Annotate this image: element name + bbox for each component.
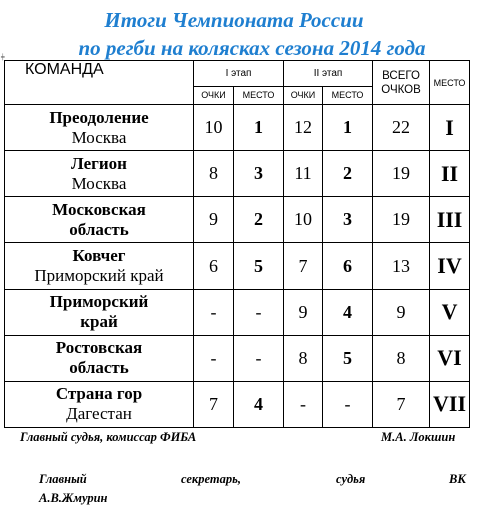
team-name: Страна гор xyxy=(55,384,143,404)
stage2-points: 9 xyxy=(284,289,323,335)
team-cell xyxy=(5,335,194,381)
team-name: Ростовская xyxy=(55,338,143,358)
stage2-place: 3 xyxy=(323,197,373,243)
stage2-place: 6 xyxy=(323,243,373,289)
table-row xyxy=(5,381,470,427)
header-s1-points: ОЧКИ xyxy=(194,86,234,104)
team-city: Дагестан xyxy=(66,404,132,424)
total-points: 13 xyxy=(373,243,430,289)
chief-judge-name: М.А. Локшин xyxy=(381,430,456,444)
header-s2-place: МЕСТО xyxy=(323,86,373,104)
team-cell xyxy=(5,197,194,243)
stage2-place: 2 xyxy=(323,151,373,197)
stage1-place: 2 xyxy=(234,197,284,243)
stage2-points: 11 xyxy=(284,151,323,197)
stage1-points: - xyxy=(194,335,234,381)
team-name: Преодоление xyxy=(49,107,149,127)
header-stage-2: II этап xyxy=(284,61,373,87)
team-city: область xyxy=(69,219,129,239)
stage1-points: 9 xyxy=(194,197,234,243)
team-name: Легион xyxy=(71,153,127,173)
chief-judge-label: Главный судья, комиссар ФИБА xyxy=(20,430,197,444)
secretary-word-2: секретарь, xyxy=(181,472,241,486)
team-cell xyxy=(5,289,194,335)
header-team: КОМАНДА xyxy=(5,61,194,105)
table-row xyxy=(5,151,470,197)
stage1-place: 3 xyxy=(234,151,284,197)
stage1-points: - xyxy=(194,289,234,335)
team-name: Московская xyxy=(52,199,146,219)
total-points: 8 xyxy=(373,335,430,381)
team-city: Москва xyxy=(71,127,127,147)
stage2-points: 10 xyxy=(284,197,323,243)
header-row xyxy=(5,61,470,87)
table-row xyxy=(5,105,470,151)
team-cell xyxy=(5,243,194,289)
final-place: III xyxy=(430,197,470,243)
final-place: II xyxy=(430,151,470,197)
header-total-line2: ОЧКОВ xyxy=(381,83,421,96)
team-cell xyxy=(5,151,194,197)
table-anchor-mark: ╪ xyxy=(1,54,5,61)
team-name: Приморский xyxy=(49,292,149,312)
stage1-place: - xyxy=(234,289,284,335)
title-line-2: по регби на колясках сезона 2014 года xyxy=(78,36,426,60)
stage2-place: 1 xyxy=(323,105,373,151)
team-city: край xyxy=(80,312,118,332)
total-points: 19 xyxy=(373,151,430,197)
team-name: Ковчег xyxy=(72,246,126,265)
stage2-place: 4 xyxy=(323,289,373,335)
stage1-place: - xyxy=(234,335,284,381)
stage2-points: 7 xyxy=(284,243,323,289)
total-points: 9 xyxy=(373,289,430,335)
total-points: 19 xyxy=(373,197,430,243)
team-city: Москва xyxy=(71,173,127,193)
header-s2-points: ОЧКИ xyxy=(284,86,323,104)
team-cell xyxy=(5,105,194,151)
secretary-word-4: ВК xyxy=(449,472,466,486)
stage1-points: 7 xyxy=(194,381,234,427)
title-line-1: Итоги Чемпионата России xyxy=(104,8,364,32)
team-cell xyxy=(5,381,194,427)
final-place: I xyxy=(430,105,470,151)
secretary-name: А.В.Жмурин xyxy=(39,491,108,505)
table-row xyxy=(5,243,470,289)
stage2-place: - xyxy=(323,381,373,427)
header-total-line1: ВСЕГО xyxy=(382,69,420,82)
stage1-points: 8 xyxy=(194,151,234,197)
team-city: Приморский край xyxy=(34,266,164,285)
stage1-place: 5 xyxy=(234,243,284,289)
results-table xyxy=(4,60,470,428)
final-place: V xyxy=(430,289,470,335)
stage2-points: 12 xyxy=(284,105,323,151)
header-stage-1: I этап xyxy=(194,61,284,87)
stage1-place: 1 xyxy=(234,105,284,151)
header-s1-place: МЕСТО xyxy=(234,86,284,104)
table-row xyxy=(5,335,470,381)
stage1-place: 4 xyxy=(234,381,284,427)
table-row xyxy=(5,197,470,243)
final-place: IV xyxy=(430,243,470,289)
header-final-place: МЕСТО xyxy=(430,61,470,105)
stage2-points: - xyxy=(284,381,323,427)
total-points: 7 xyxy=(373,381,430,427)
stage1-points: 10 xyxy=(194,105,234,151)
final-place: VII xyxy=(430,381,470,427)
team-city: область xyxy=(69,358,129,378)
stage1-points: 6 xyxy=(194,243,234,289)
secretary-word-3: судья xyxy=(336,472,366,486)
stage2-place: 5 xyxy=(323,335,373,381)
total-points: 22 xyxy=(373,105,430,151)
header-total xyxy=(373,61,430,105)
secretary-word-1: Главный xyxy=(39,472,87,486)
stage2-points: 8 xyxy=(284,335,323,381)
final-place: VI xyxy=(430,335,470,381)
table-row xyxy=(5,289,470,335)
